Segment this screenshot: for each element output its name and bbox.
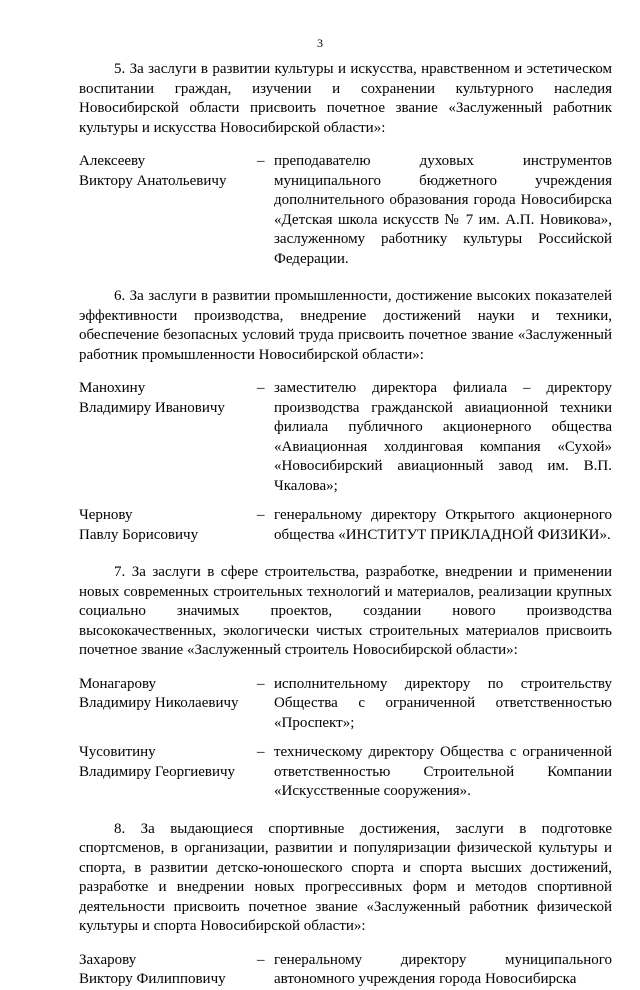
awardee-name <box>79 379 257 496</box>
awardee-description: исполнительному директору по строительству Общества с ограниченной ответственностью «Проспект»; <box>274 675 612 731</box>
awardee-description: заместителю директора филиала – директору производства гражданской авиационной техники филиала публичного акционерного общества «Авиационная холдинговая компания «Сухой» «Новосибирский авиационный завод им. В.П. Чкалова»; <box>274 380 612 494</box>
awardee-row <box>79 951 612 990</box>
awardee-row <box>79 152 612 269</box>
dash-separator: – <box>257 153 265 169</box>
awardee-name <box>79 675 257 734</box>
awardee-name <box>79 506 257 545</box>
awardee-given-names: Владимиру Николаевичу <box>79 695 239 711</box>
awardee-description: техническому директору Общества с ограниченной ответственностью Строительной Компании «Искусственные сооружения». <box>274 744 612 799</box>
awardee-given-names: Павлу Борисовичу <box>79 526 199 543</box>
awardee-given-names: Владимиру Ивановичу <box>79 399 225 416</box>
awardee-name <box>79 152 257 269</box>
dash-separator: – <box>257 675 265 692</box>
dash-separator: – <box>257 744 265 760</box>
section-5-paragraph: 5. За заслуги в развитии культуры и искусства, нравственном и эстетическом воспитании граждан, изучении и сохранении культурного наследия Новосибирской области присвоить почетное звание «Заслуженный работник культуры и искусства Новосибирской области»: <box>79 61 612 136</box>
awardee-surname: Чусовитину <box>79 744 156 760</box>
awardee-given-names: Владимиру Георгиевичу <box>79 763 236 780</box>
page-number: 3 <box>317 36 323 50</box>
awardee-given-names: Виктору Филипповичу <box>79 971 226 987</box>
awardee-row <box>79 379 612 496</box>
section-6-paragraph: 6. За заслуги в развитии промышленности, достижение высоких показателей эффективности производства, внедрение достижений науки и техники, обеспечение безопасных условий труда присвоить почетное звание «Заслуженный работник промышленности Новосибирской области»: <box>79 288 612 363</box>
awardee-row <box>79 675 612 734</box>
section-7-paragraph: 7. За заслуги в сфере строительства, разработке, внедрении и применении новых современных строительных технологий и материалов, реализации крупных социально значимых проектов, создании нового производства высококачественных, экологически чистых строительных материалов присвоить почетное звание «Заслуженный строитель Новосибирской области»: <box>79 564 612 658</box>
document-body <box>79 60 612 990</box>
awardee-surname: Алексееву <box>79 153 146 169</box>
awardee-surname: Монагарову <box>79 675 157 692</box>
dash-separator: – <box>257 380 265 396</box>
section-8-paragraph: 8. За выдающиеся спортивные достижения, заслуги в подготовке спортсменов, в организации, развитии и популяризации физической культуры и спорта, в развитии детско-юношеского спорта и спорта высших достижений, разработке и внедрении новых прогрессивных форм и методов спортивной деятельности присвоить почетное звание «Заслуженный работник физической культуры и спорта Новосибирской области»: <box>79 820 612 934</box>
awardee-name <box>79 951 257 990</box>
awardee-description: генеральному директору муниципального автономного учреждения города Новосибирска <box>274 951 612 987</box>
awardee-description: генеральному директору Открытого акционерного общества «ИНСТИТУТ ПРИКЛАДНОЙ ФИЗИКИ». <box>274 507 612 543</box>
awardee-row <box>79 743 612 802</box>
awardee-row <box>79 506 612 545</box>
awardee-surname: Чернову <box>79 507 133 523</box>
awardee-description: преподавателю духовых инструментов муниципального бюджетного учреждения дополнительного образования города Новосибирска «Детская школа искусств № 7 им. А.П. Новикова», заслуженному работнику культуры Российской Федерации. <box>274 153 612 267</box>
awardee-surname: Захарову <box>79 951 137 968</box>
awardee-given-names: Виктору Анатольевичу <box>79 172 227 189</box>
awardee-name <box>79 743 257 802</box>
dash-separator: – <box>257 951 265 968</box>
dash-separator: – <box>257 507 265 523</box>
awardee-surname: Манохину <box>79 380 146 396</box>
